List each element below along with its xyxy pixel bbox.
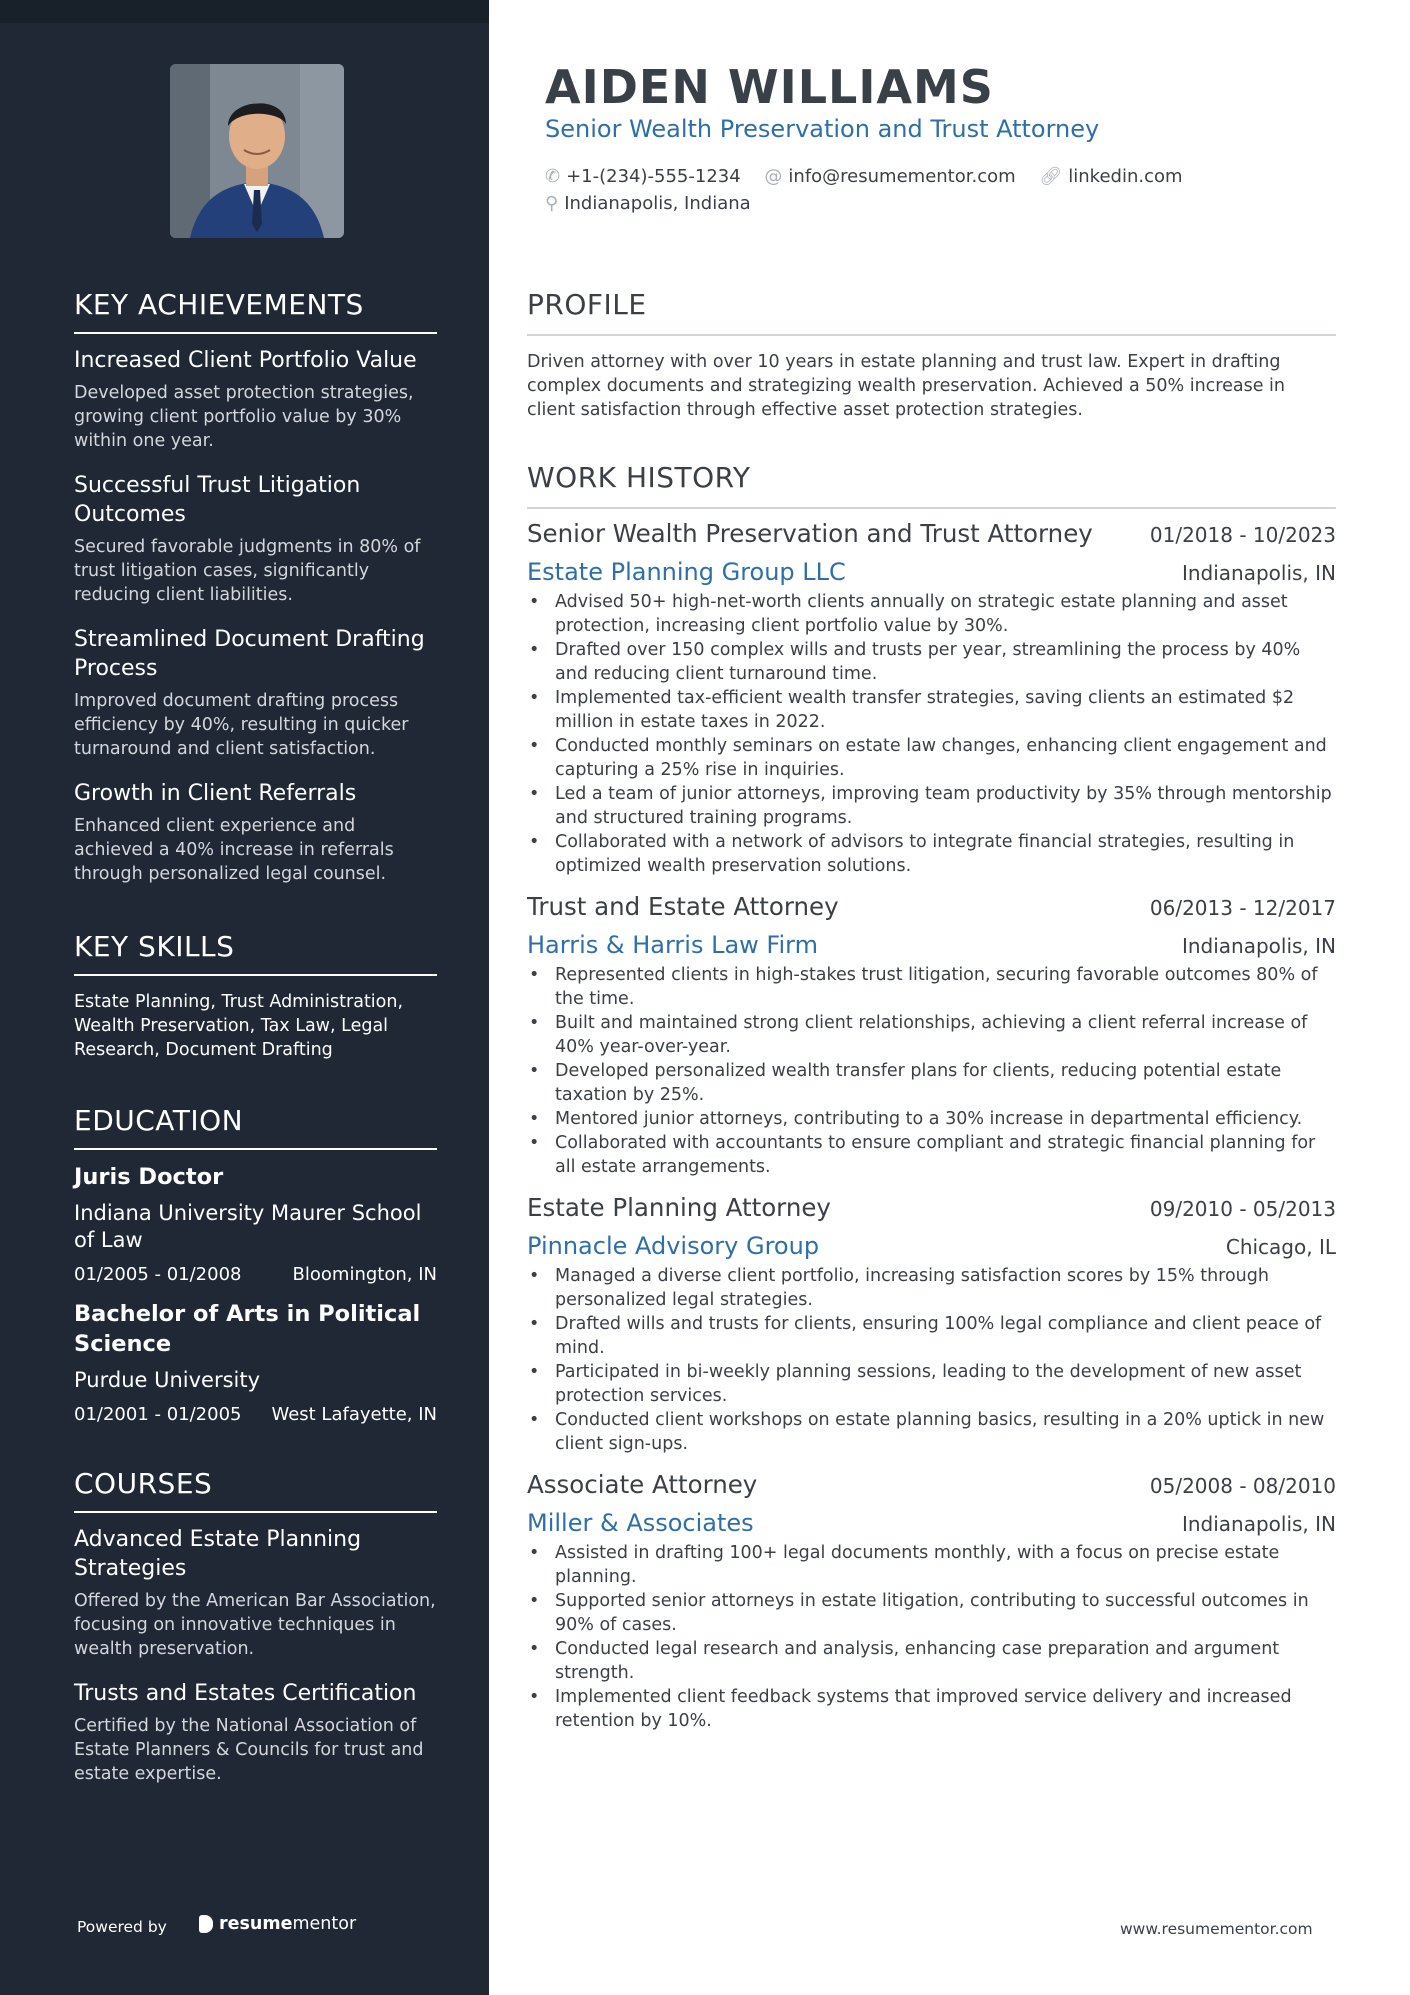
- email-text: info@resumementor.com: [788, 166, 1016, 187]
- footer-website-link[interactable]: www.resumementor.com: [1120, 1920, 1313, 1938]
- list-item: • Managed a diverse client portfolio, increasing satisfaction scores by 15% through personalized legal strategies.: [527, 1264, 1336, 1312]
- achievement-title: Streamlined Document Drafting Process: [74, 627, 425, 681]
- job-subheader: [527, 558, 1336, 586]
- job-entry: [527, 1193, 1336, 1456]
- course-item: [74, 1525, 437, 1661]
- course-title: Trusts and Estates Certification: [74, 1681, 417, 1706]
- list-item: • Implemented tax-efficient wealth transfer strategies, saving clients an estimated $2 million in estate taxes in 2022.: [527, 686, 1336, 734]
- skills-list: Estate Planning, Trust Administration, Wealth Preservation, Tax Law, Legal Research, Document Drafting: [74, 992, 404, 1060]
- contact-location: [545, 190, 751, 217]
- job-dates: 01/2018 - 10/2023: [1149, 523, 1336, 547]
- section-heading: KEY ACHIEVEMENTS: [74, 288, 437, 334]
- list-item: • Led a team of junior attorneys, improving team productivity by 35% through mentorship and structured training programs.: [527, 782, 1336, 830]
- resumementor-logo[interactable]: [199, 1914, 356, 1934]
- job-bullets: [527, 1264, 1336, 1456]
- sidebar-top-band: [0, 0, 489, 23]
- education-section: [74, 1104, 437, 1425]
- section-heading: PROFILE: [527, 288, 1336, 336]
- achievement-description: Secured favorable judgments in 80% of trust litigation cases, significantly reducing client liabilities.: [74, 537, 421, 605]
- achievement-item: [74, 625, 437, 761]
- job-title: Associate Attorney: [527, 1470, 758, 1499]
- job-subheader: [527, 1509, 1336, 1537]
- company-name: Harris & Harris Law Firm: [527, 931, 818, 959]
- brand-name-rest: mentor: [292, 1914, 357, 1934]
- list-item: • Advised 50+ high-net-worth clients annually on strategic estate planning and asset protection, increasing client portfolio value by 30%.: [527, 590, 1336, 638]
- course-item: [74, 1679, 437, 1786]
- course-description: Offered by the American Bar Association, focusing on innovative techniques in wealth preservation.: [74, 1591, 436, 1659]
- achievement-item: [74, 779, 437, 886]
- avatar-illustration: [170, 64, 344, 238]
- contact-info: [545, 163, 1325, 217]
- education-dates: 01/2001 - 01/2005: [74, 1404, 242, 1425]
- job-entry: [527, 1470, 1336, 1733]
- list-item: • Represented clients in high-stakes trust litigation, securing favorable outcomes 80% of the time.: [527, 963, 1336, 1011]
- list-item: • Collaborated with a network of advisors to integrate financial strategies, resulting in optimized wealth preservation solutions.: [527, 830, 1336, 878]
- achievement-description: Enhanced client experience and achieved a 40% increase in referrals through personalized legal counsel.: [74, 816, 394, 884]
- link-icon: 🔗︎: [1039, 166, 1063, 187]
- list-item: • Developed personalized wealth transfer plans for clients, reducing potential estate taxation by 25%.: [527, 1059, 1336, 1107]
- job-header: [527, 892, 1336, 921]
- list-item: • Built and maintained strong client relationships, achieving a client referral increase of 40% year-over-year.: [527, 1011, 1336, 1059]
- education-item: [74, 1299, 437, 1425]
- work-history-section: [527, 461, 1336, 1733]
- job-location: Chicago, IL: [1225, 1235, 1336, 1259]
- at-icon: @: [764, 166, 783, 187]
- job-dates: 06/2013 - 12/2017: [1149, 896, 1336, 920]
- location-pin-icon: ⚲: [545, 193, 559, 214]
- contact-email[interactable]: [764, 163, 1015, 190]
- job-dates: 09/2010 - 05/2013: [1149, 1197, 1336, 1221]
- profile-section: [527, 288, 1336, 422]
- job-title: Trust and Estate Attorney: [527, 892, 839, 921]
- list-item: • Conducted monthly seminars on estate law changes, enhancing client engagement and capturing a 25% rise in inquiries.: [527, 734, 1336, 782]
- education-location: West Lafayette, IN: [271, 1404, 437, 1425]
- job-entry: [527, 892, 1336, 1179]
- resumementor-logo-icon: [199, 1915, 213, 1933]
- job-header: [527, 519, 1336, 548]
- job-bullets: [527, 963, 1336, 1179]
- job-title: Senior Wealth Preservation and Trust Attorney: [527, 519, 1093, 548]
- key-skills-section: [74, 930, 437, 1062]
- course-description: Certified by the National Association of Estate Planners & Councils for trust and estate expertise.: [74, 1716, 424, 1784]
- company-name: Pinnacle Advisory Group: [527, 1232, 820, 1260]
- job-subheader: [527, 1232, 1336, 1260]
- section-heading: WORK HISTORY: [527, 461, 1336, 509]
- linkedin-text: linkedin.com: [1068, 166, 1183, 187]
- key-achievements-section: [74, 288, 437, 886]
- list-item: • Drafted wills and trusts for clients, ensuring 100% legal compliance and client peace of mind.: [527, 1312, 1336, 1360]
- list-item: • Participated in bi-weekly planning sessions, leading to the development of new asset protection services.: [527, 1360, 1336, 1408]
- section-heading: COURSES: [74, 1467, 437, 1513]
- job-location: Indianapolis, IN: [1181, 934, 1336, 958]
- courses-section: [74, 1467, 437, 1786]
- location-text: Indianapolis, Indiana: [564, 193, 751, 214]
- education-dates: 01/2005 - 01/2008: [74, 1264, 242, 1285]
- achievement-item: [74, 346, 437, 453]
- list-item: • Implemented client feedback systems that improved service delivery and increased retention by 10%.: [527, 1685, 1336, 1733]
- achievement-title: Successful Trust Litigation Outcomes: [74, 473, 361, 527]
- achievement-description: Developed asset protection strategies, growing client portfolio value by 30% within one year.: [74, 383, 414, 451]
- job-dates: 05/2008 - 08/2010: [1149, 1474, 1336, 1498]
- job-bullets: [527, 1541, 1336, 1733]
- education-meta: [74, 1264, 437, 1285]
- job-title: Estate Planning Attorney: [527, 1193, 831, 1222]
- job-header: [527, 1193, 1336, 1222]
- profile-photo: [170, 64, 344, 238]
- education-meta: [74, 1404, 437, 1425]
- achievement-title: Growth in Client Referrals: [74, 781, 357, 806]
- profile-summary: Driven attorney with over 10 years in estate planning and trust law. Expert in drafting complex documents and strategizing wealth preservation. Achieved a 50% increase in client satisfaction through effective asset protection strategies.: [527, 352, 1285, 420]
- job-location: Indianapolis, IN: [1181, 1512, 1336, 1536]
- job-location: Indianapolis, IN: [1181, 561, 1336, 585]
- job-subheader: [527, 931, 1336, 959]
- company-name: Estate Planning Group LLC: [527, 558, 846, 586]
- achievement-description: Improved document drafting process efficiency by 40%, resulting in quicker turnaround and client satisfaction.: [74, 691, 409, 759]
- brand-name-bold: resume: [219, 1914, 293, 1934]
- job-header: [527, 1470, 1336, 1499]
- candidate-title: Senior Wealth Preservation and Trust Attorney: [545, 115, 1100, 143]
- achievement-title: Increased Client Portfolio Value: [74, 348, 417, 373]
- phone-icon: ✆: [545, 166, 561, 187]
- list-item: • Collaborated with accountants to ensure compliant and strategic financial planning for all estate arrangements.: [527, 1131, 1336, 1179]
- education-item: [74, 1162, 437, 1285]
- list-item: • Supported senior attorneys in estate litigation, contributing to successful outcomes in 90% of cases.: [527, 1589, 1336, 1637]
- company-name: Miller & Associates: [527, 1509, 754, 1537]
- list-item: • Drafted over 150 complex wills and trusts per year, streamlining the process by 40% and reducing client turnaround time.: [527, 638, 1336, 686]
- achievement-item: [74, 471, 437, 607]
- degree: Juris Doctor: [74, 1164, 224, 1190]
- list-item: • Conducted legal research and analysis, enhancing case preparation and argument strength.: [527, 1637, 1336, 1685]
- sidebar-content: [74, 288, 437, 1786]
- job-entry: [527, 519, 1336, 878]
- section-heading: EDUCATION: [74, 1104, 437, 1150]
- list-item: • Assisted in drafting 100+ legal documents monthly, with a focus on precise estate planning.: [527, 1541, 1336, 1589]
- sidebar: [0, 0, 489, 1995]
- list-item: • Mentored junior attorneys, contributing to a 30% increase in departmental efficiency.: [527, 1107, 1336, 1131]
- phone-text: +1-(234)-555-1234: [566, 166, 741, 187]
- powered-by-label: Powered by: [77, 1918, 167, 1936]
- contact-linkedin[interactable]: [1039, 163, 1182, 190]
- degree: Bachelor of Arts in Political Science: [74, 1301, 421, 1357]
- contact-phone[interactable]: [545, 163, 741, 190]
- section-heading: KEY SKILLS: [74, 930, 437, 976]
- job-bullets: [527, 590, 1336, 878]
- course-title: Advanced Estate Planning Strategies: [74, 1527, 362, 1581]
- candidate-name: AIDEN WILLIAMS: [545, 60, 994, 114]
- education-location: Bloomington, IN: [292, 1264, 437, 1285]
- school: Indiana University Maurer School of Law: [74, 1201, 422, 1252]
- school: Purdue University: [74, 1368, 261, 1392]
- list-item: • Conducted client workshops on estate planning basics, resulting in a 20% uptick in new client sign-ups.: [527, 1408, 1336, 1456]
